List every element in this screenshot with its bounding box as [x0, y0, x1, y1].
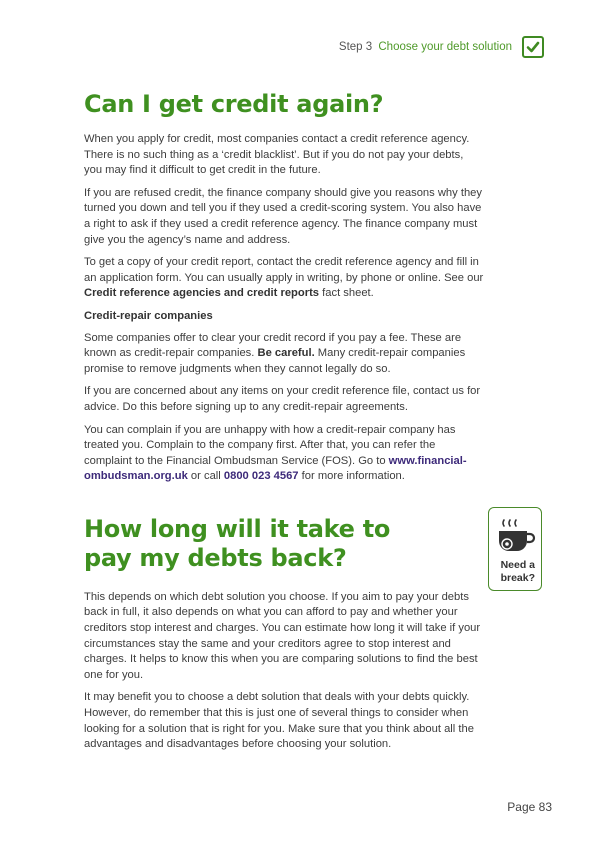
header-title: Choose your debt solution	[378, 41, 512, 53]
header-step: Step 3	[338, 41, 373, 53]
ombudsman-phone: 0800 023 4567	[223, 470, 299, 483]
text: You can complain if you are unhappy with how a credit-repair company has treated you. Complain to the company first. After that, you can refer the complaint to the Financial Ombudsman Service (FOS). Go to	[84, 423, 456, 467]
ombudsman-link[interactable]: www.financial-ombudsman.org.uk	[84, 454, 467, 483]
coffee-cup-icon	[495, 516, 537, 561]
heading-credit-again: Can I get credit again?	[84, 90, 384, 118]
break-label-line1: Need a	[500, 559, 535, 571]
checkmark-icon	[522, 36, 544, 58]
paragraph: If you are refused credit, the finance company should give you reasons why they turned you down and tell you if they used a credit-scoring system. You also have a right to ask if they used a credit reference agency. The finance company must give you the agency’s name and address.	[84, 186, 483, 246]
paragraph: It may benefit you to choose a debt solution that deals with your debts quickly. However, do remember that this is just one of several things to consider when looking for a solution that is right for you. Make sure that you think about all the advantages and disadvantages before choosing your solution.	[84, 691, 474, 751]
heading-pay-debts-back: How long will it take to pay my debts back?	[84, 514, 391, 572]
text: Some companies offer to clear your credit record if you pay a fee. These are known as credit-repair companies.	[84, 331, 462, 360]
break-label-line2: break?	[500, 572, 535, 584]
paragraph: This depends on which debt solution you choose. If you aim to pay your debts back in full, it also depends on what you can afford to pay and whether your creditors stop interest and charges. You can estimate how long it will take if your circumstances stay the same and your creditors agree to stop interest and charges. It helps to know this when you are comparing solutions to find the best one for you.	[84, 590, 481, 681]
text: fact sheet.	[319, 287, 374, 300]
page-content	[84, 90, 484, 760]
paragraph	[84, 255, 484, 302]
text: or call	[187, 470, 224, 483]
text: Many credit-repair companies promise to remove judgments when they cannot legally do so.	[84, 347, 466, 375]
page-number: Page 83	[507, 800, 552, 814]
need-a-break-box	[488, 507, 542, 591]
warning-text: Be careful.	[257, 347, 315, 360]
page-header	[339, 36, 544, 58]
paragraph: If you are concerned about any items on your credit reference file, contact us for advice. Do this before signing up to any credit-repair agreements.	[84, 385, 481, 413]
paragraph	[84, 331, 484, 378]
paragraph	[84, 423, 484, 485]
text: To get a copy of your credit report, contact the credit reference agency and fill in an application form. You can usually apply in writing, by phone or online. See our	[84, 256, 484, 284]
text: for more information.	[298, 470, 405, 483]
paragraph: When you apply for credit, most companies contact a credit reference agency. There is no such thing as a ‘credit blacklist’. But if you do not pay your debts, you may find it difficult to get credit in the future.	[84, 133, 470, 177]
header-breadcrumb	[339, 41, 512, 53]
fact-sheet-title: Credit reference agencies and credit reports	[84, 287, 320, 300]
subheading-credit-repair: Credit-repair companies	[84, 309, 213, 322]
need-a-break-label	[501, 559, 535, 585]
